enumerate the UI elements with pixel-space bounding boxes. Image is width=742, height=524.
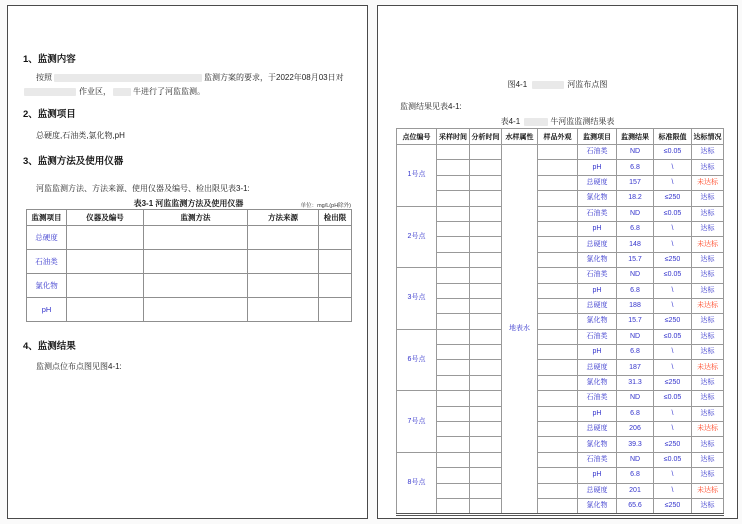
limit-cell: \ xyxy=(654,483,692,498)
sampling-time-cell xyxy=(437,191,470,206)
status-cell: 达标 xyxy=(692,252,724,267)
sample-appearance-cell xyxy=(538,468,578,483)
limit-cell: \ xyxy=(654,406,692,421)
result-cell: 6.8 xyxy=(617,345,654,360)
table-row xyxy=(27,274,352,298)
parameter-cell: pH xyxy=(578,221,617,236)
sample-appearance-cell xyxy=(538,206,578,221)
table-row xyxy=(397,283,724,298)
sample-appearance-cell xyxy=(538,252,578,267)
table-row xyxy=(397,468,724,483)
table31-caption: 表3-1 河监监测方法及使用仪器 xyxy=(133,199,244,208)
sample-appearance-cell xyxy=(538,483,578,498)
sampling-time-cell xyxy=(437,160,470,175)
parameter-cell: 氯化物 xyxy=(578,375,617,390)
section-2-body: 总硬度,石油类,氯化物,pH xyxy=(36,131,125,140)
parameter-cell: pH xyxy=(578,160,617,175)
limit-cell: ≤250 xyxy=(654,191,692,206)
analysis-time-cell xyxy=(470,252,502,267)
table-row xyxy=(397,391,724,406)
sampling-time-cell xyxy=(437,314,470,329)
empty-cell xyxy=(319,226,352,250)
limit-cell: \ xyxy=(654,160,692,175)
figure-4-1-caption xyxy=(378,79,737,90)
sample-appearance-cell xyxy=(538,221,578,236)
analysis-time-cell xyxy=(470,375,502,390)
sample-appearance-cell xyxy=(538,360,578,375)
column-header: 方法来源 xyxy=(248,210,319,226)
parameter-cell: pH xyxy=(578,406,617,421)
table41-caption xyxy=(378,116,737,127)
status-cell: 达标 xyxy=(692,206,724,221)
section-1-paragraph-line-1 xyxy=(36,72,344,83)
analysis-time-cell xyxy=(470,452,502,467)
column-header: 监测项目 xyxy=(578,129,617,145)
parameter-cell: 总硬度 xyxy=(578,237,617,252)
result-cell: 6.8 xyxy=(617,283,654,298)
parameter-cell: 总硬度 xyxy=(578,298,617,313)
analysis-time-cell xyxy=(470,468,502,483)
sample-appearance-cell xyxy=(538,345,578,360)
section-3-body: 河监监测方法、方法来源、使用仪器及编号、检出限见表3-1: xyxy=(36,184,250,193)
section-4-body: 监测点位布点图见图4-1: xyxy=(36,362,122,371)
status-cell: 达标 xyxy=(692,498,724,514)
parameter-label-cell: 石油类 xyxy=(27,250,67,274)
parameter-cell: 石油类 xyxy=(578,391,617,406)
section-1-paragraph-line-2 xyxy=(24,86,205,97)
status-cell: 达标 xyxy=(692,437,724,452)
column-header: 点位编号 xyxy=(397,129,437,145)
empty-cell xyxy=(319,274,352,298)
analysis-time-cell xyxy=(470,360,502,375)
sampling-time-cell xyxy=(437,329,470,344)
parameter-cell: 氯化物 xyxy=(578,498,617,514)
table-row xyxy=(27,226,352,250)
limit-cell: \ xyxy=(654,422,692,437)
table-row xyxy=(397,237,724,252)
section-4-heading: 4、监测结果 xyxy=(23,341,76,352)
limit-cell: ≤0.05 xyxy=(654,145,692,160)
parameter-cell: pH xyxy=(578,345,617,360)
sampling-time-cell xyxy=(437,483,470,498)
result-cell: 18.2 xyxy=(617,191,654,206)
parameter-cell: 总硬度 xyxy=(578,175,617,190)
analysis-time-cell xyxy=(470,145,502,160)
parameter-cell: 石油类 xyxy=(578,206,617,221)
status-cell: 未达标 xyxy=(692,237,724,252)
status-cell: 达标 xyxy=(692,160,724,175)
result-cell: ND xyxy=(617,452,654,467)
parameter-label-cell: 氯化物 xyxy=(27,274,67,298)
status-cell: 达标 xyxy=(692,329,724,344)
status-cell: 达标 xyxy=(692,221,724,236)
parameter-cell: 氯化物 xyxy=(578,437,617,452)
empty-cell xyxy=(319,250,352,274)
table-row xyxy=(397,422,724,437)
status-cell: 达标 xyxy=(692,191,724,206)
analysis-time-cell xyxy=(470,298,502,313)
result-cell: 6.8 xyxy=(617,468,654,483)
empty-cell xyxy=(144,274,248,298)
status-cell: 未达标 xyxy=(692,483,724,498)
sample-appearance-cell xyxy=(538,160,578,175)
table-row xyxy=(397,314,724,329)
table-row xyxy=(397,160,724,175)
sample-appearance-cell xyxy=(538,314,578,329)
empty-cell xyxy=(248,226,319,250)
sampling-time-cell xyxy=(437,360,470,375)
sampling-time-cell xyxy=(437,375,470,390)
limit-cell: ≤0.05 xyxy=(654,206,692,221)
limit-cell: ≤0.05 xyxy=(654,329,692,344)
column-header: 监测项目 xyxy=(27,210,67,226)
column-header: 达标情况 xyxy=(692,129,724,145)
analysis-time-cell xyxy=(470,237,502,252)
water-type-cell: 地表水 xyxy=(502,145,538,515)
sampling-time-cell xyxy=(437,452,470,467)
sample-appearance-cell xyxy=(538,283,578,298)
redacted-text xyxy=(532,81,564,89)
result-cell: 157 xyxy=(617,175,654,190)
result-cell: 15.7 xyxy=(617,314,654,329)
sample-appearance-cell xyxy=(538,175,578,190)
column-header: 仪器及编号 xyxy=(67,210,144,226)
sample-appearance-cell xyxy=(538,422,578,437)
sample-appearance-cell xyxy=(538,329,578,344)
sampling-time-cell xyxy=(437,468,470,483)
status-cell: 达标 xyxy=(692,452,724,467)
status-cell: 达标 xyxy=(692,314,724,329)
status-cell: 达标 xyxy=(692,375,724,390)
table-row xyxy=(397,452,724,467)
result-cell: 65.6 xyxy=(617,498,654,514)
result-cell: ND xyxy=(617,391,654,406)
page-2 xyxy=(377,5,738,519)
status-cell: 达标 xyxy=(692,406,724,421)
analysis-time-cell xyxy=(470,268,502,283)
column-header: 分析时间 xyxy=(470,129,502,145)
sampling-time-cell xyxy=(437,298,470,313)
sampling-time-cell xyxy=(437,283,470,298)
empty-cell xyxy=(67,226,144,250)
point-label-cell: 8号点 xyxy=(397,452,437,515)
table-row xyxy=(27,298,352,322)
parameter-cell: pH xyxy=(578,468,617,483)
sampling-time-cell xyxy=(437,345,470,360)
analysis-time-cell xyxy=(470,206,502,221)
status-cell: 达标 xyxy=(692,468,724,483)
sampling-time-cell xyxy=(437,406,470,421)
status-cell: 达标 xyxy=(692,145,724,160)
result-cell: 15.7 xyxy=(617,252,654,267)
column-header: 采样时间 xyxy=(437,129,470,145)
column-header: 标准限值 xyxy=(654,129,692,145)
parameter-cell: 石油类 xyxy=(578,329,617,344)
limit-cell: \ xyxy=(654,175,692,190)
sample-appearance-cell xyxy=(538,145,578,160)
analysis-time-cell xyxy=(470,160,502,175)
limit-cell: ≤0.05 xyxy=(654,391,692,406)
result-cell: ND xyxy=(617,145,654,160)
limit-cell: ≤250 xyxy=(654,252,692,267)
table-4-1 xyxy=(396,128,724,516)
status-cell: 未达标 xyxy=(692,175,724,190)
table-row xyxy=(397,206,724,221)
sample-appearance-cell xyxy=(538,237,578,252)
sample-appearance-cell xyxy=(538,191,578,206)
table-row xyxy=(397,145,724,160)
result-cell: 188 xyxy=(617,298,654,313)
parameter-cell: 总硬度 xyxy=(578,422,617,437)
result-cell: 148 xyxy=(617,237,654,252)
point-label-cell: 7号点 xyxy=(397,391,437,453)
result-cell: 6.8 xyxy=(617,406,654,421)
figure-caption-suffix: 河监布点图 xyxy=(567,80,608,89)
result-cell: 206 xyxy=(617,422,654,437)
parameter-cell: 氯化物 xyxy=(578,191,617,206)
analysis-time-cell xyxy=(470,175,502,190)
table-row xyxy=(397,329,724,344)
status-cell: 未达标 xyxy=(692,422,724,437)
result-cell: ND xyxy=(617,268,654,283)
status-cell: 未达标 xyxy=(692,298,724,313)
paragraph-text: 作业区， xyxy=(79,87,111,96)
table-row xyxy=(27,250,352,274)
section-2-heading: 2、监测项目 xyxy=(23,109,76,120)
limit-cell: \ xyxy=(654,360,692,375)
parameter-cell: pH xyxy=(578,283,617,298)
parameter-cell: 石油类 xyxy=(578,268,617,283)
paragraph-text: 牛进行了河监监测。 xyxy=(133,87,205,96)
empty-cell xyxy=(144,226,248,250)
sampling-time-cell xyxy=(437,145,470,160)
empty-cell xyxy=(67,250,144,274)
status-cell: 达标 xyxy=(692,268,724,283)
sample-appearance-cell xyxy=(538,375,578,390)
parameter-label-cell: 总硬度 xyxy=(27,226,67,250)
sampling-time-cell xyxy=(437,252,470,267)
redacted-text xyxy=(524,118,548,126)
redacted-text xyxy=(54,74,202,82)
analysis-time-cell xyxy=(470,498,502,514)
parameter-label-cell: pH xyxy=(27,298,67,322)
limit-cell: \ xyxy=(654,345,692,360)
point-label-cell: 6号点 xyxy=(397,329,437,391)
table-row xyxy=(397,360,724,375)
analysis-time-cell xyxy=(470,391,502,406)
table-row xyxy=(397,175,724,190)
point-label-cell: 2号点 xyxy=(397,206,437,268)
status-cell: 达标 xyxy=(692,283,724,298)
sampling-time-cell xyxy=(437,221,470,236)
section-1-heading: 1、监测内容 xyxy=(23,54,76,65)
column-header: 监测结果 xyxy=(617,129,654,145)
table-row xyxy=(397,498,724,514)
limit-cell: \ xyxy=(654,283,692,298)
status-cell: 达标 xyxy=(692,345,724,360)
limit-cell: \ xyxy=(654,468,692,483)
sample-appearance-cell xyxy=(538,452,578,467)
figure-caption-prefix: 图4-1 xyxy=(507,80,528,89)
paragraph-text: 监测方案的要求，于2022年08月03日对 xyxy=(204,73,344,82)
analysis-time-cell xyxy=(470,191,502,206)
sample-appearance-cell xyxy=(538,298,578,313)
limit-cell: \ xyxy=(654,221,692,236)
empty-cell xyxy=(67,298,144,322)
table-row xyxy=(397,375,724,390)
sample-appearance-cell xyxy=(538,268,578,283)
status-cell: 达标 xyxy=(692,391,724,406)
table31-header-row xyxy=(27,210,352,226)
point-label-cell: 3号点 xyxy=(397,268,437,330)
table-row xyxy=(397,437,724,452)
empty-cell xyxy=(144,250,248,274)
analysis-time-cell xyxy=(470,283,502,298)
table-row xyxy=(397,345,724,360)
limit-cell: ≤0.05 xyxy=(654,268,692,283)
point-label-cell: 1号点 xyxy=(397,145,437,207)
empty-cell xyxy=(248,274,319,298)
result-cell: 39.3 xyxy=(617,437,654,452)
empty-cell xyxy=(248,298,319,322)
result-cell: 201 xyxy=(617,483,654,498)
result-cell: 6.8 xyxy=(617,221,654,236)
analysis-time-cell xyxy=(470,483,502,498)
redacted-text xyxy=(24,88,76,96)
analysis-time-cell xyxy=(470,329,502,344)
table-row xyxy=(397,191,724,206)
table41-header-row xyxy=(397,129,724,145)
result-cell: ND xyxy=(617,329,654,344)
page-1 xyxy=(7,5,368,519)
sample-appearance-cell xyxy=(538,437,578,452)
section-3-heading: 3、监测方法及使用仪器 xyxy=(23,156,124,167)
analysis-time-cell xyxy=(470,314,502,329)
table-row xyxy=(397,298,724,313)
empty-cell xyxy=(144,298,248,322)
column-header: 样品外观 xyxy=(538,129,578,145)
sampling-time-cell xyxy=(437,206,470,221)
sampling-time-cell xyxy=(437,268,470,283)
parameter-cell: 总硬度 xyxy=(578,360,617,375)
table-row xyxy=(397,268,724,283)
sampling-time-cell xyxy=(437,422,470,437)
table-row xyxy=(397,252,724,267)
analysis-time-cell xyxy=(470,422,502,437)
empty-cell xyxy=(67,274,144,298)
analysis-time-cell xyxy=(470,345,502,360)
table-row xyxy=(397,483,724,498)
limit-cell: \ xyxy=(654,237,692,252)
analysis-time-cell xyxy=(470,406,502,421)
table31-unit-note: 单位：mg/L(pH除外) xyxy=(300,203,351,209)
limit-cell: ≤250 xyxy=(654,314,692,329)
parameter-cell: 氯化物 xyxy=(578,252,617,267)
sample-appearance-cell xyxy=(538,406,578,421)
result-cell: 31.3 xyxy=(617,375,654,390)
result-cell: 6.8 xyxy=(617,160,654,175)
table-3-1 xyxy=(26,209,352,322)
parameter-cell: 石油类 xyxy=(578,145,617,160)
result-cell: 187 xyxy=(617,360,654,375)
parameter-cell: 石油类 xyxy=(578,452,617,467)
results-intro: 监测结果见表4-1: xyxy=(400,102,462,111)
result-cell: ND xyxy=(617,206,654,221)
limit-cell: ≤250 xyxy=(654,437,692,452)
parameter-cell: 总硬度 xyxy=(578,483,617,498)
parameter-cell: 氯化物 xyxy=(578,314,617,329)
sampling-time-cell xyxy=(437,391,470,406)
sampling-time-cell xyxy=(437,237,470,252)
limit-cell: ≤250 xyxy=(654,498,692,514)
table41-caption-prefix: 表4-1 xyxy=(500,117,521,126)
sampling-time-cell xyxy=(437,437,470,452)
limit-cell: ≤0.05 xyxy=(654,452,692,467)
empty-cell xyxy=(248,250,319,274)
column-header: 水样属性 xyxy=(502,129,538,145)
analysis-time-cell xyxy=(470,437,502,452)
empty-cell xyxy=(319,298,352,322)
limit-cell: \ xyxy=(654,298,692,313)
sample-appearance-cell xyxy=(538,498,578,514)
analysis-time-cell xyxy=(470,221,502,236)
limit-cell: ≤250 xyxy=(654,375,692,390)
sample-appearance-cell xyxy=(538,391,578,406)
table-row xyxy=(397,221,724,236)
table41-caption-suffix: 牛河监监测结果表 xyxy=(550,117,615,126)
table-row xyxy=(397,406,724,421)
paragraph-text: 按照 xyxy=(36,73,52,82)
column-header: 检出限 xyxy=(319,210,352,226)
sampling-time-cell xyxy=(437,498,470,514)
column-header: 监测方法 xyxy=(144,210,248,226)
sampling-time-cell xyxy=(437,175,470,190)
status-cell: 未达标 xyxy=(692,360,724,375)
redacted-text xyxy=(113,88,131,96)
